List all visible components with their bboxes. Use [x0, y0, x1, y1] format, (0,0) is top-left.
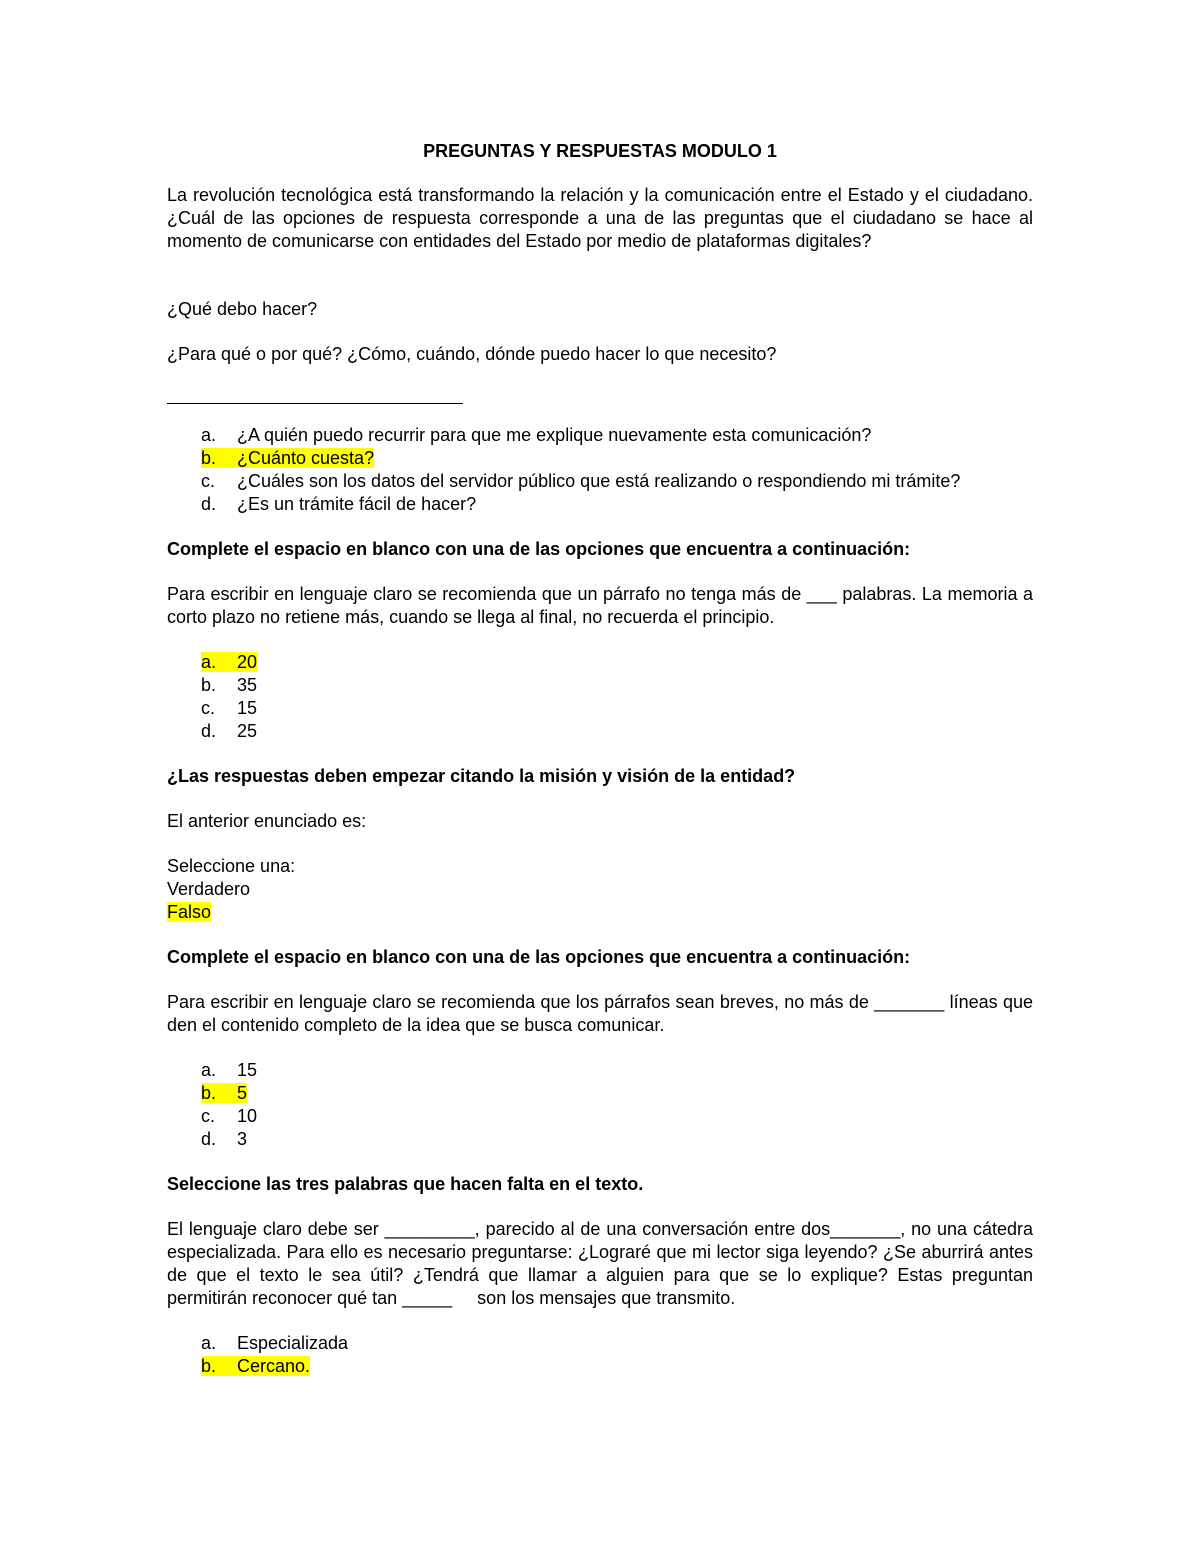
option-letter: b. [201, 448, 217, 468]
option-item [167, 697, 1033, 720]
q2-options-list [167, 651, 1033, 743]
option-item [167, 424, 1033, 447]
option-item [167, 674, 1033, 697]
q3-statement: El anterior enunciado es: [167, 811, 367, 831]
option-letter: c. [201, 1106, 216, 1126]
option-item [167, 1128, 1033, 1151]
spacer [167, 516, 1033, 538]
option-text: 25 [237, 721, 258, 741]
option-letter: d. [201, 721, 217, 741]
q5-text: El lenguaje claro debe ser _________, parecido al de una conversación entre dos_______, no una cátedra especializada. Para ello es necesario preguntarse: ¿Lograré que mi lector siga leyendo? ¿Se aburrirá antes de que el texto le sea útil? ¿Tendrá que llamar a alguien para que se lo explique? Estas preguntan permitirán reconocer qué tan _____ son los mensajes que transmito. [167, 1219, 1039, 1308]
spacer [167, 1151, 1033, 1173]
option-item-correct [167, 1355, 1033, 1378]
option-item [167, 1332, 1033, 1355]
option-letter: d. [201, 1129, 217, 1149]
spacer [167, 743, 1033, 765]
document-page [167, 140, 1039, 1378]
option-letter: c. [201, 698, 216, 718]
page-title: PREGUNTAS Y RESPUESTAS MODULO 1 [423, 141, 777, 161]
option-text: 5 [237, 1083, 248, 1103]
q4-options-list [167, 1059, 1033, 1151]
option-letter: a. [201, 652, 217, 672]
spacer [167, 321, 1033, 343]
option-item-correct [167, 651, 1033, 674]
q3-select-label: Seleccione una: [167, 856, 296, 876]
q4-text: Para escribir en lenguaje claro se recomienda que los párrafos sean breves, no más de _______ líneas que den el contenido completo de la idea que se busca comunicar. [167, 992, 1033, 1035]
option-letter: a. [201, 425, 217, 445]
spacer [167, 1310, 1033, 1332]
option-text: ¿Cuáles son los datos del servidor público que está realizando o respondiendo mi trámite? [237, 471, 961, 491]
q3-heading: ¿Las respuestas deben empezar citando la misión y visión de la entidad? [167, 766, 796, 786]
question-line-2: ¿Para qué o por qué? ¿Cómo, cuándo, dónde puedo hacer lo que necesito? [167, 344, 777, 364]
option-text: 10 [237, 1106, 258, 1126]
option-letter: b. [201, 1356, 217, 1376]
spacer [167, 253, 1033, 298]
q2-text: Para escribir en lenguaje claro se recomienda que un párrafo no tenga más de ___ palabras. La memoria a corto plazo no retiene más, cuando se llega al final, no recuerda el principio. [167, 584, 1033, 627]
q3-option-false-correct [167, 901, 1033, 924]
option-text: Cercano. [237, 1356, 311, 1376]
answer-blank-line [167, 387, 463, 404]
q3-option-true [167, 878, 1033, 901]
option-item [167, 1059, 1033, 1082]
q5-heading: Seleccione las tres palabras que hacen falta en el texto. [167, 1174, 644, 1194]
spacer [167, 1037, 1033, 1059]
spacer [167, 788, 1033, 810]
option-item-correct [167, 1082, 1033, 1105]
option-text: Verdadero [167, 879, 251, 899]
option-text: 3 [237, 1129, 248, 1149]
spacer [167, 924, 1033, 946]
q2-heading: Complete el espacio en blanco con una de las opciones que encuentra a continuación: [167, 539, 911, 559]
option-text: ¿Es un trámite fácil de hacer? [237, 494, 477, 514]
question-line-1: ¿Qué debo hacer? [167, 299, 318, 319]
option-text: Especializada [237, 1333, 349, 1353]
option-text: 15 [237, 698, 258, 718]
option-item [167, 493, 1033, 516]
option-text: Falso [167, 902, 212, 922]
intro-paragraph: La revolución tecnológica está transformando la relación y la comunicación entre el Estado y el ciudadano. ¿Cuál de las opciones de respuesta corresponde a una de las preguntas que el ciudadano se hace al momento de comunicarse con entidades del Estado por medio de plataformas digitales? [167, 185, 1033, 251]
option-letter: c. [201, 471, 216, 491]
q1-options-list [167, 424, 1033, 516]
q4-heading: Complete el espacio en blanco con una de las opciones que encuentra a continuación: [167, 947, 911, 967]
spacer [167, 1196, 1033, 1218]
option-letter: b. [201, 1083, 217, 1103]
q5-options-list [167, 1332, 1033, 1378]
spacer [167, 366, 1033, 387]
option-text: ¿A quién puedo recurrir para que me explique nuevamente esta comunicación? [237, 425, 872, 445]
option-text: 15 [237, 1060, 258, 1080]
spacer [167, 629, 1033, 651]
option-item [167, 720, 1033, 743]
option-letter: b. [201, 675, 217, 695]
option-item-correct [167, 447, 1033, 470]
option-letter: d. [201, 494, 217, 514]
option-text: 20 [237, 652, 258, 672]
spacer [167, 561, 1033, 583]
option-letter: a. [201, 1333, 217, 1353]
option-text: ¿Cuánto cuesta? [237, 448, 375, 468]
spacer [167, 969, 1033, 991]
spacer [167, 833, 1033, 855]
option-item [167, 470, 1033, 493]
option-text: 35 [237, 675, 258, 695]
option-item [167, 1105, 1033, 1128]
option-letter: a. [201, 1060, 217, 1080]
